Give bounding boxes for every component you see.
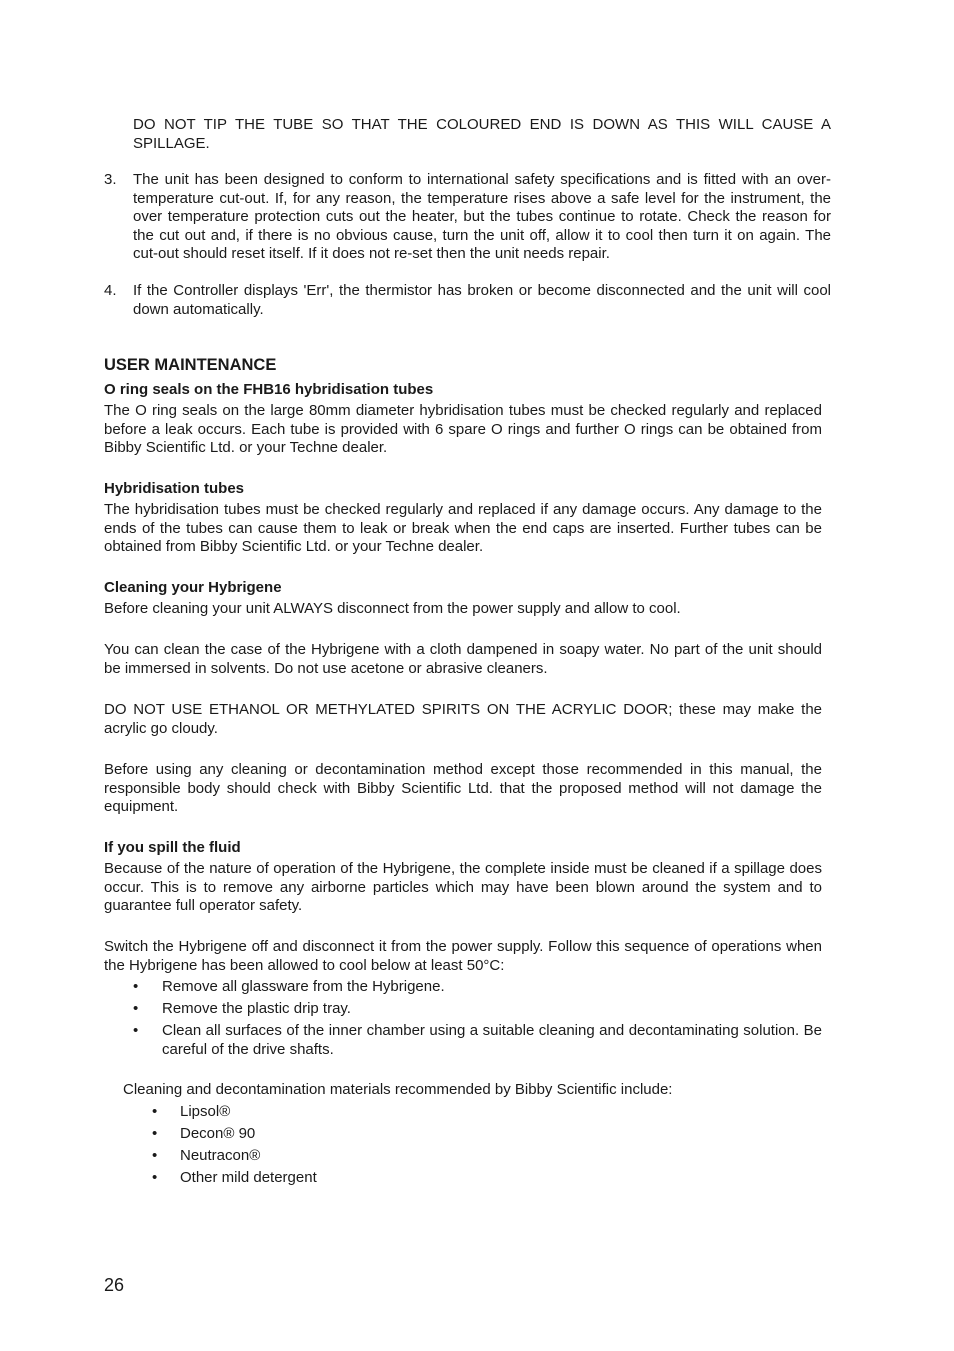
spill-paragraph: Switch the Hybrigene off and disconnect it from the power supply. Follow this sequence of operations when the Hybrigene has been allowed to cool below at least 50°C: [104,938,822,974]
list-number: 3. [104,171,117,188]
bullet-icon: • [152,1125,158,1142]
oring-paragraph: The O ring seals on the large 80mm diameter hybridisation tubes must be checked regularly and replaced before a leak occurs. Each tube is provided with 6 spare O rings and further O rings can be obtained from Bibby Scientific Ltd. or your Techne dealer. [104,402,822,456]
bullet-icon: • [152,1103,158,1120]
cleaning-paragraph: Before cleaning your unit ALWAYS disconnect from the power supply and allow to cool. [104,600,681,617]
bullet-icon: • [152,1169,158,1186]
cleaning-paragraph: DO NOT USE ETHANOL OR METHYLATED SPIRITS ON THE ACRYLIC DOOR; these may make the acrylic go cloudy. [104,701,822,737]
list-number: 4. [104,282,117,299]
list-item: Decon® 90 [180,1125,256,1142]
oring-heading: O ring seals on the FHB16 hybridisation tubes [104,381,434,398]
warning-paragraph: DO NOT TIP THE TUBE SO THAT THE COLOURED END IS DOWN AS THIS WILL CAUSE A SPILLAGE. [133,116,831,152]
list-item: Remove the plastic drip tray. [162,1000,351,1017]
bullet-icon: • [133,978,139,995]
spill-heading: If you spill the fluid [104,839,241,856]
bullet-icon: • [133,1000,139,1017]
list-item: Neutracon® [180,1147,261,1164]
list-item: Lipsol® [180,1103,231,1120]
page-number: 26 [104,1275,125,1295]
list-item-text: The unit has been designed to conform to international safety specifications and is fitted with an over-temperature cut-out. If, for any reason, the temperature rises above a safe level for the instrument, the over temperature protection cuts out the heater, but the tubes continue to rotate. Check the reason for the cut out and, if there is no obvious cause, turn the unit off, allow it to cool then turn it on again. The cut-out should reset itself. If it does not re-set then the unit needs repair. [133,171,831,262]
cleaning-heading: Cleaning your Hybrigene [104,579,282,596]
bullet-icon: • [133,1022,139,1039]
cleaning-paragraph: Before using any cleaning or decontamination method except those recommended in this manual, the responsible body should check with Bibby Scientific Ltd. that the proposed method will not damage the equipment. [104,761,822,815]
cleaning-paragraph: You can clean the case of the Hybrigene with a cloth dampened in soapy water. No part of the unit should be immersed in solvents. Do not use acetone or abrasive cleaners. [104,641,822,677]
section-title: USER MAINTENANCE [104,356,277,374]
list-item: Remove all glassware from the Hybrigene. [162,978,445,995]
list-item: Other mild detergent [180,1169,317,1186]
spill-paragraph: Because of the nature of operation of the Hybrigene, the complete inside must be cleaned if a spillage does occur. This is to remove any airborne particles which may have been blown around the system and to guarantee full operator safety. [104,860,822,914]
bullet-icon: • [152,1147,158,1164]
list-item-text: If the Controller displays 'Err', the thermistor has broken or become disconnected and the unit will cool down automatically. [133,282,831,318]
materials-intro: Cleaning and decontamination materials recommended by Bibby Scientific include: [123,1081,673,1098]
tubes-heading: Hybridisation tubes [104,480,245,497]
tubes-paragraph: The hybridisation tubes must be checked regularly and replaced if any damage occurs. Any damage to the ends of the tubes can cause them to leak or break when the end caps are inserted. Further tubes can be obtained from Bibby Scientific Ltd. or your Techne dealer. [104,501,822,555]
list-item: Clean all surfaces of the inner chamber using a suitable cleaning and decontaminating solution. Be careful of the drive shafts. [162,1022,822,1058]
